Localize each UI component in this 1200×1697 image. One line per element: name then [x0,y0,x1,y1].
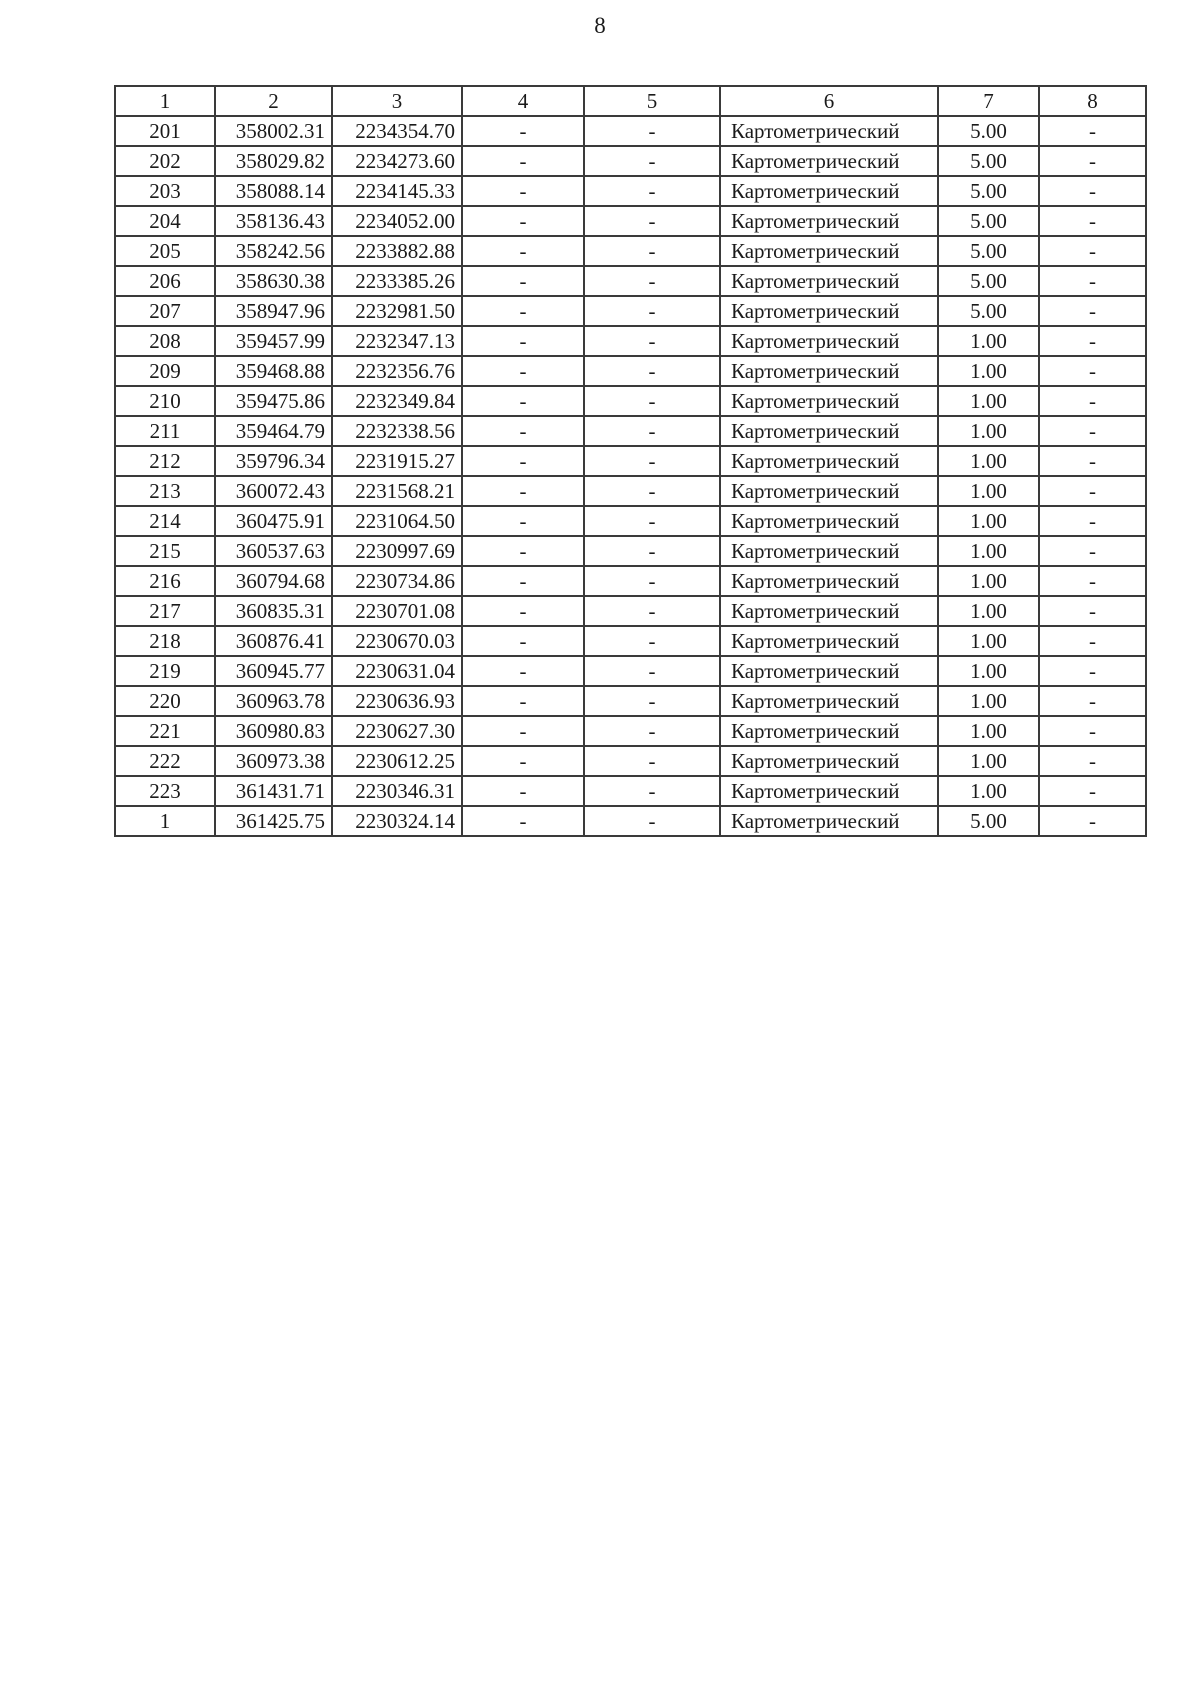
column-4-cell: - [462,476,584,506]
column-4-cell: - [462,386,584,416]
column-8-cell: - [1039,476,1146,506]
column-5-cell: - [584,116,720,146]
point-number-cell: 221 [115,716,215,746]
accuracy-cell: 5.00 [938,116,1039,146]
method-cell: Картометрический [720,146,938,176]
column-5-cell: - [584,686,720,716]
column-4-cell: - [462,356,584,386]
column-8-cell: - [1039,266,1146,296]
x-coordinate-cell: 361431.71 [215,776,332,806]
column-4-cell: - [462,236,584,266]
column-5-cell: - [584,296,720,326]
table-row [115,236,1146,266]
header-cell: 6 [720,86,938,116]
column-5-cell: - [584,386,720,416]
method-cell: Картометрический [720,446,938,476]
point-number-cell: 206 [115,266,215,296]
method-cell: Картометрический [720,476,938,506]
x-coordinate-cell: 360794.68 [215,566,332,596]
point-number-cell: 201 [115,116,215,146]
y-coordinate-cell: 2230631.04 [332,656,462,686]
table-row [115,386,1146,416]
coordinates-table [114,85,1147,837]
accuracy-cell: 1.00 [938,416,1039,446]
column-8-cell: - [1039,776,1146,806]
header-cell: 1 [115,86,215,116]
method-cell: Картометрический [720,236,938,266]
accuracy-cell: 1.00 [938,476,1039,506]
x-coordinate-cell: 358242.56 [215,236,332,266]
point-number-cell: 211 [115,416,215,446]
method-cell: Картометрический [720,206,938,236]
x-coordinate-cell: 358136.43 [215,206,332,236]
y-coordinate-cell: 2234354.70 [332,116,462,146]
x-coordinate-cell: 358947.96 [215,296,332,326]
method-cell: Картометрический [720,176,938,206]
point-number-cell: 212 [115,446,215,476]
x-coordinate-cell: 359475.86 [215,386,332,416]
table-row [115,176,1146,206]
column-5-cell: - [584,506,720,536]
point-number-cell: 214 [115,506,215,536]
column-5-cell: - [584,776,720,806]
column-4-cell: - [462,146,584,176]
table-row [115,146,1146,176]
column-4-cell: - [462,506,584,536]
x-coordinate-cell: 359464.79 [215,416,332,446]
table-row [115,116,1146,146]
y-coordinate-cell: 2232347.13 [332,326,462,356]
column-4-cell: - [462,206,584,236]
x-coordinate-cell: 359796.34 [215,446,332,476]
accuracy-cell: 1.00 [938,596,1039,626]
table-row [115,806,1146,836]
column-8-cell: - [1039,566,1146,596]
accuracy-cell: 1.00 [938,746,1039,776]
y-coordinate-cell: 2230670.03 [332,626,462,656]
point-number-cell: 210 [115,386,215,416]
column-8-cell: - [1039,716,1146,746]
accuracy-cell: 5.00 [938,266,1039,296]
column-8-cell: - [1039,356,1146,386]
method-cell: Картометрический [720,686,938,716]
method-cell: Картометрический [720,776,938,806]
method-cell: Картометрический [720,536,938,566]
x-coordinate-cell: 360876.41 [215,626,332,656]
point-number-cell: 222 [115,746,215,776]
x-coordinate-cell: 360475.91 [215,506,332,536]
accuracy-cell: 1.00 [938,506,1039,536]
point-number-cell: 204 [115,206,215,236]
column-4-cell: - [462,266,584,296]
x-coordinate-cell: 360973.38 [215,746,332,776]
x-coordinate-cell: 360945.77 [215,656,332,686]
y-coordinate-cell: 2230997.69 [332,536,462,566]
table-row [115,596,1146,626]
header-cell: 3 [332,86,462,116]
column-8-cell: - [1039,206,1146,236]
x-coordinate-cell: 359468.88 [215,356,332,386]
y-coordinate-cell: 2230636.93 [332,686,462,716]
y-coordinate-cell: 2230701.08 [332,596,462,626]
point-number-cell: 223 [115,776,215,806]
table-row [115,626,1146,656]
method-cell: Картометрический [720,566,938,596]
table-row [115,326,1146,356]
accuracy-cell: 5.00 [938,206,1039,236]
x-coordinate-cell: 359457.99 [215,326,332,356]
y-coordinate-cell: 2234273.60 [332,146,462,176]
column-8-cell: - [1039,116,1146,146]
point-number-cell: 1 [115,806,215,836]
y-coordinate-cell: 2232356.76 [332,356,462,386]
column-4-cell: - [462,776,584,806]
method-cell: Картометрический [720,716,938,746]
accuracy-cell: 1.00 [938,716,1039,746]
method-cell: Картометрический [720,416,938,446]
table-row [115,266,1146,296]
x-coordinate-cell: 358029.82 [215,146,332,176]
column-5-cell: - [584,656,720,686]
column-5-cell: - [584,266,720,296]
point-number-cell: 203 [115,176,215,206]
table-row [115,446,1146,476]
accuracy-cell: 1.00 [938,446,1039,476]
column-5-cell: - [584,476,720,506]
column-4-cell: - [462,566,584,596]
y-coordinate-cell: 2231568.21 [332,476,462,506]
column-5-cell: - [584,536,720,566]
column-5-cell: - [584,626,720,656]
y-coordinate-cell: 2230324.14 [332,806,462,836]
table-row [115,206,1146,236]
accuracy-cell: 1.00 [938,326,1039,356]
column-8-cell: - [1039,296,1146,326]
column-4-cell: - [462,116,584,146]
method-cell: Картометрический [720,386,938,416]
point-number-cell: 215 [115,536,215,566]
method-cell: Картометрический [720,806,938,836]
point-number-cell: 220 [115,686,215,716]
column-8-cell: - [1039,176,1146,206]
accuracy-cell: 5.00 [938,806,1039,836]
point-number-cell: 202 [115,146,215,176]
header-cell: 2 [215,86,332,116]
method-cell: Картометрический [720,656,938,686]
method-cell: Картометрический [720,296,938,326]
accuracy-cell: 5.00 [938,236,1039,266]
point-number-cell: 213 [115,476,215,506]
column-8-cell: - [1039,236,1146,266]
header-cell: 7 [938,86,1039,116]
y-coordinate-cell: 2230346.31 [332,776,462,806]
table-row [115,566,1146,596]
column-8-cell: - [1039,506,1146,536]
column-5-cell: - [584,716,720,746]
table-row [115,356,1146,386]
column-8-cell: - [1039,536,1146,566]
x-coordinate-cell: 361425.75 [215,806,332,836]
accuracy-cell: 1.00 [938,566,1039,596]
column-4-cell: - [462,626,584,656]
column-5-cell: - [584,146,720,176]
column-5-cell: - [584,236,720,266]
column-8-cell: - [1039,416,1146,446]
table-row [115,536,1146,566]
column-5-cell: - [584,416,720,446]
column-4-cell: - [462,716,584,746]
method-cell: Картометрический [720,626,938,656]
x-coordinate-cell: 360537.63 [215,536,332,566]
x-coordinate-cell: 360072.43 [215,476,332,506]
table-row [115,506,1146,536]
header-row [115,86,1146,116]
table-body [115,86,1146,836]
page-number: 8 [594,13,606,38]
accuracy-cell: 1.00 [938,656,1039,686]
column-4-cell: - [462,446,584,476]
column-8-cell: - [1039,806,1146,836]
method-cell: Картометрический [720,596,938,626]
column-8-cell: - [1039,146,1146,176]
column-5-cell: - [584,746,720,776]
column-8-cell: - [1039,596,1146,626]
y-coordinate-cell: 2231064.50 [332,506,462,536]
column-8-cell: - [1039,686,1146,716]
column-8-cell: - [1039,446,1146,476]
x-coordinate-cell: 358002.31 [215,116,332,146]
y-coordinate-cell: 2233882.88 [332,236,462,266]
column-5-cell: - [584,446,720,476]
column-4-cell: - [462,176,584,206]
method-cell: Картометрический [720,326,938,356]
table-row [115,716,1146,746]
y-coordinate-cell: 2230734.86 [332,566,462,596]
point-number-cell: 207 [115,296,215,326]
x-coordinate-cell: 360980.83 [215,716,332,746]
x-coordinate-cell: 358630.38 [215,266,332,296]
column-4-cell: - [462,416,584,446]
accuracy-cell: 1.00 [938,536,1039,566]
method-cell: Картометрический [720,506,938,536]
point-number-cell: 208 [115,326,215,356]
column-4-cell: - [462,536,584,566]
column-4-cell: - [462,296,584,326]
table-row [115,476,1146,506]
y-coordinate-cell: 2232349.84 [332,386,462,416]
header-cell: 4 [462,86,584,116]
table-row [115,416,1146,446]
y-coordinate-cell: 2233385.26 [332,266,462,296]
column-4-cell: - [462,656,584,686]
column-5-cell: - [584,596,720,626]
header-cell: 8 [1039,86,1146,116]
column-5-cell: - [584,176,720,206]
point-number-cell: 219 [115,656,215,686]
column-5-cell: - [584,206,720,236]
y-coordinate-cell: 2231915.27 [332,446,462,476]
column-8-cell: - [1039,626,1146,656]
table-row [115,296,1146,326]
column-4-cell: - [462,596,584,626]
point-number-cell: 209 [115,356,215,386]
y-coordinate-cell: 2232338.56 [332,416,462,446]
column-8-cell: - [1039,326,1146,356]
accuracy-cell: 1.00 [938,626,1039,656]
point-number-cell: 205 [115,236,215,266]
method-cell: Картометрический [720,746,938,776]
accuracy-cell: 1.00 [938,386,1039,416]
column-4-cell: - [462,806,584,836]
column-5-cell: - [584,326,720,356]
accuracy-cell: 5.00 [938,176,1039,206]
column-4-cell: - [462,686,584,716]
method-cell: Картометрический [720,356,938,386]
table-row [115,746,1146,776]
column-5-cell: - [584,356,720,386]
column-5-cell: - [584,566,720,596]
point-number-cell: 216 [115,566,215,596]
x-coordinate-cell: 358088.14 [215,176,332,206]
column-8-cell: - [1039,386,1146,416]
accuracy-cell: 1.00 [938,356,1039,386]
y-coordinate-cell: 2230627.30 [332,716,462,746]
point-number-cell: 217 [115,596,215,626]
method-cell: Картометрический [720,266,938,296]
accuracy-cell: 5.00 [938,146,1039,176]
x-coordinate-cell: 360835.31 [215,596,332,626]
point-number-cell: 218 [115,626,215,656]
accuracy-cell: 1.00 [938,776,1039,806]
column-8-cell: - [1039,746,1146,776]
y-coordinate-cell: 2230612.25 [332,746,462,776]
table-row [115,776,1146,806]
method-cell: Картометрический [720,116,938,146]
column-4-cell: - [462,326,584,356]
table-row [115,686,1146,716]
accuracy-cell: 1.00 [938,686,1039,716]
header-cell: 5 [584,86,720,116]
column-8-cell: - [1039,656,1146,686]
accuracy-cell: 5.00 [938,296,1039,326]
y-coordinate-cell: 2234052.00 [332,206,462,236]
table-row [115,656,1146,686]
y-coordinate-cell: 2234145.33 [332,176,462,206]
column-4-cell: - [462,746,584,776]
x-coordinate-cell: 360963.78 [215,686,332,716]
y-coordinate-cell: 2232981.50 [332,296,462,326]
column-5-cell: - [584,806,720,836]
